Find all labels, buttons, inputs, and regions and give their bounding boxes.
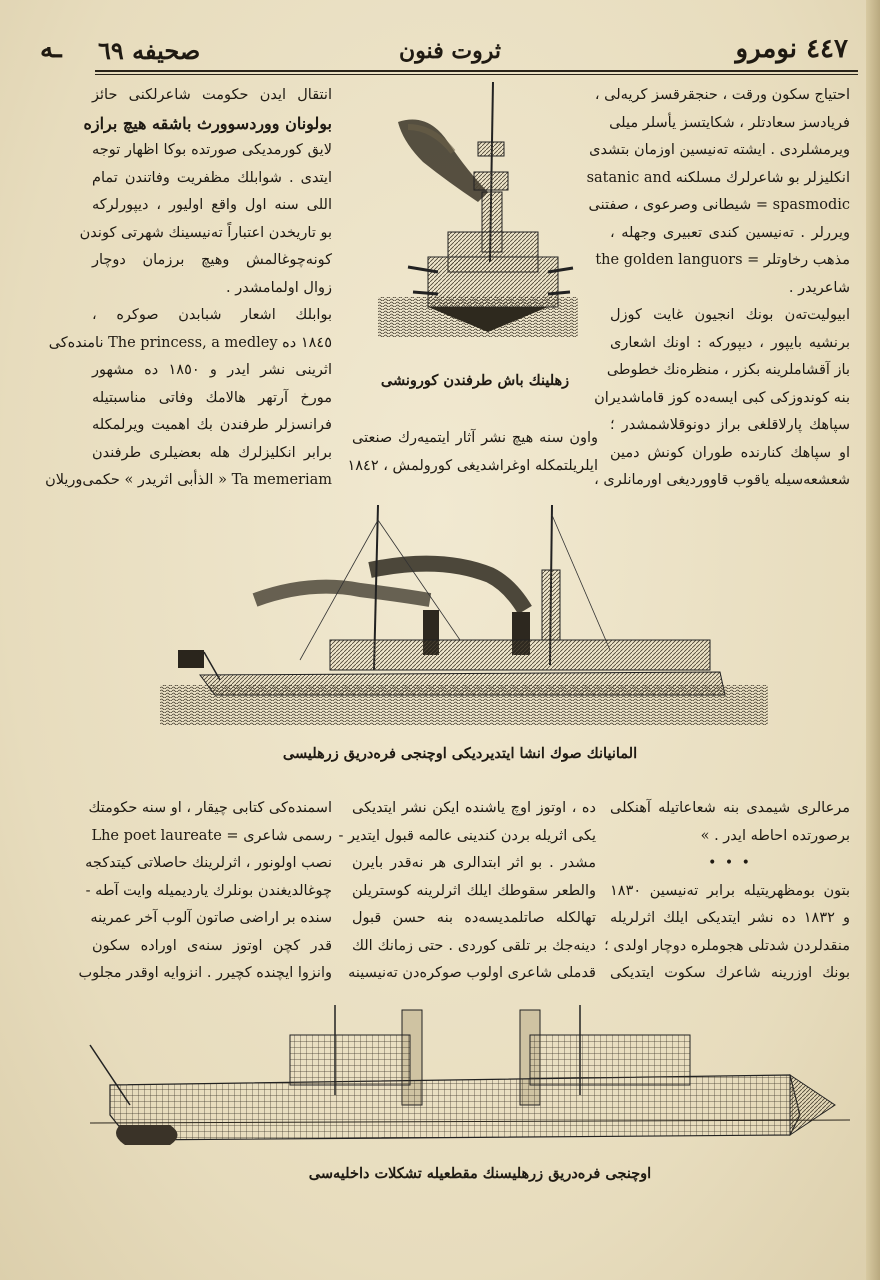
text-line: مشدر . بو اثر ابتدالری هر نه‌قدر بایرن: [352, 855, 596, 871]
caption-front-view: زهلینك باش طرفندن کورونشی: [380, 372, 570, 389]
text-line: احتیاج سکون ورقت ، حنجقرقسز کریه‌لی ،: [594, 87, 850, 103]
text-line: برصورتده احاطه ایدر . »: [700, 827, 850, 844]
column-bottom-right: [604, 795, 850, 988]
text-line: بو تاریخدن اعتباراً ته‌نیسینك شهرتی کوندن: [79, 224, 332, 241]
issue-number: ٤٤٧ نومرو: [735, 34, 848, 64]
text-line: اثرینی نشر ایدر و ۱۸٥۰ ده مشهور: [92, 362, 332, 378]
text-line: spasmodic = شیطانی وصرعوی ، صفتنی: [588, 197, 850, 213]
text-line: ابیولیت‌ته‌ن بونك انجیون غایت کوزل: [610, 307, 850, 323]
text-line: اسمنده‌کی کتابی چیقار ، او سنه حکومتك: [88, 800, 332, 816]
text-line: ده ، اوتوز اوچ یاشنده ایکن نشر ایتدیکی: [352, 800, 596, 816]
page-number: صحیفه ٦٩: [98, 36, 201, 65]
text-line: و ۱۸۳۲ ده نشر ایتدیکی ایلك اثرلریله: [610, 910, 850, 926]
column-bottom-left: [78, 795, 332, 988]
column-top-middle: [347, 425, 598, 480]
text-line: قدر کچن اوتوز سنه‌ی اوراده سکون: [92, 937, 332, 954]
column-bottom-middle: [338, 795, 596, 988]
text-line: ویرمشلردی . ایشته ته‌نیسین اوزمان بتشدی: [589, 142, 850, 158]
text-line: انتقال ایدن حکومت شاعرلکنی حائز: [92, 87, 332, 103]
text-line: رسمی شاعری = Lhe poet laureate: [91, 827, 332, 844]
corner-mark: ـه: [40, 34, 62, 64]
text-line: دینه‌جك بر تلقی کوردی . حتی زمانك الك: [352, 937, 596, 954]
caption-side-view: المانیانك صوك انشا ایتدیردیکی اوچنجی فره‌دریق زرهلیسی: [282, 745, 638, 762]
text-line: واون سنه هیچ نشر آثار ایتمیه‌رك صنعتی: [352, 430, 598, 446]
text-line: Ta memeriam « الذأبی اثریدر » حکمی‌وریلان: [45, 472, 332, 488]
text-line: برابر انکلیزلرك هله بعضیلری طرفندن: [92, 444, 332, 461]
text-line: اللی سنه اول واقع اولیور ، دیپورلرکه: [92, 197, 332, 213]
text-line: ۱۸٤٥ ده The princess, a medley نامنده‌کی: [48, 334, 332, 351]
header-rule: [95, 70, 858, 72]
text-line: والطعر سقوطك ایلك اثرلرینه کوستریلن: [352, 882, 596, 899]
battleship-side-view-illustration: [160, 500, 768, 725]
text-line: قدملی شاعری اولوب صوکره‌دن ته‌نیسینه: [348, 965, 596, 981]
text-line: فرانسزلر طرفندن بك اهمیت ویرلمکله: [92, 417, 332, 433]
text-line: بونك اوزرینه شاعرك سکوت ایتدیکی: [610, 965, 850, 981]
text-line: بولونان ووردسوورث باشقه هیچ برازه: [83, 113, 332, 133]
text-line: مرعالری شیمدی بنه شعاعاتیله آهنکلی: [610, 800, 850, 816]
text-line: زوال اولمامشدر .: [226, 279, 332, 296]
text-line: برنشیه بایپور ، دیپورکه : اونك اشعاری: [610, 334, 850, 351]
text-line: او سپاهك کنارنده طوران کونش دمین: [610, 444, 850, 461]
text-line: یکی اثریله بردن کندینی عالمه قبول ایتدیر -: [338, 827, 596, 844]
page-spine: [866, 0, 880, 1280]
text-line: چوغالدیغندن بونلرك یاردیمیله وایت آطه -: [85, 882, 332, 899]
journal-title: ثروت فنون: [399, 38, 501, 64]
text-line: فریادسز سعادتلر ، شکایتسز یأسلر میلی: [609, 114, 850, 131]
text-line: لایق کورمدیکی صورتده بوکا اظهار توجه: [92, 142, 332, 158]
page-header: [40, 34, 858, 70]
text-line: ایتدی . شوابلك مظفریت وفاتندن تمام: [92, 169, 332, 186]
text-line: مذهب رخاوتلر = the golden languors: [595, 252, 850, 268]
section-divider-stars: • • •: [708, 855, 752, 871]
text-line: بنه کوندوزکی کبی ایسه‌ده کوز قاماشدیران: [594, 389, 850, 406]
text-line: کونه‌چوغالمش وهیچ برزمان دوچار: [92, 252, 332, 268]
column-top-left: [45, 82, 332, 495]
text-line: نصب اولونور ، اثرلرینك حاصلاتی کیتدکجه: [85, 855, 332, 871]
text-line: تهالکله صاتلمدیسه‌ده بنه حسن قبول: [352, 910, 596, 926]
caption-cross-section: اوچنجی فره‌دریق زرهلیسنك مقطعیله تشکلات داخلیه‌سی: [308, 1165, 652, 1182]
text-line: منقدلردن شدتلی هجوملره دوچار اولدی ؛: [604, 937, 850, 954]
text-line: بتون بومظهریتیله برابر ته‌نیسین ۱۸۳۰: [610, 882, 850, 899]
text-line: سپاهك پارلاقلغی براز دونوقلاشمشدر ؛: [610, 417, 850, 433]
text-line: شاعریدر .: [788, 279, 850, 296]
text-line: مورخ آرتهر هالامك وفاتی مناسبتیله: [92, 389, 332, 406]
column-top-right: [586, 82, 850, 495]
text-line: سنده بر اراضی صاتون آلوب آخر عمرینه: [90, 910, 332, 926]
battleship-cross-section-illustration: [90, 1005, 850, 1160]
text-line: انکلیزلر بو شاعرلرك مسلکنه satanic and: [586, 169, 850, 186]
text-line: وانزوا ایچنده کچیرر . انزوایه اوقدر مجلوب: [78, 965, 332, 981]
text-line: بوابلك اشعار شبابدن صوکره ،: [92, 307, 332, 323]
ship-front-view-illustration: [378, 82, 578, 337]
text-line: شعشعه‌سیله یاقوب قاووردیغی اورمانلری ،: [594, 472, 850, 488]
text-line: ویررلر . ته‌نیسین کندی تعبیری وجهله ،: [610, 224, 850, 241]
text-line: باز آقشاملرینه بکزر ، منظره‌نك خطوطی: [606, 362, 850, 378]
text-line: ایلریلتمکله اوغراشدیغی کورولمش ، ۱۸٤۲: [347, 457, 598, 474]
header-rule-thin: [95, 74, 858, 75]
